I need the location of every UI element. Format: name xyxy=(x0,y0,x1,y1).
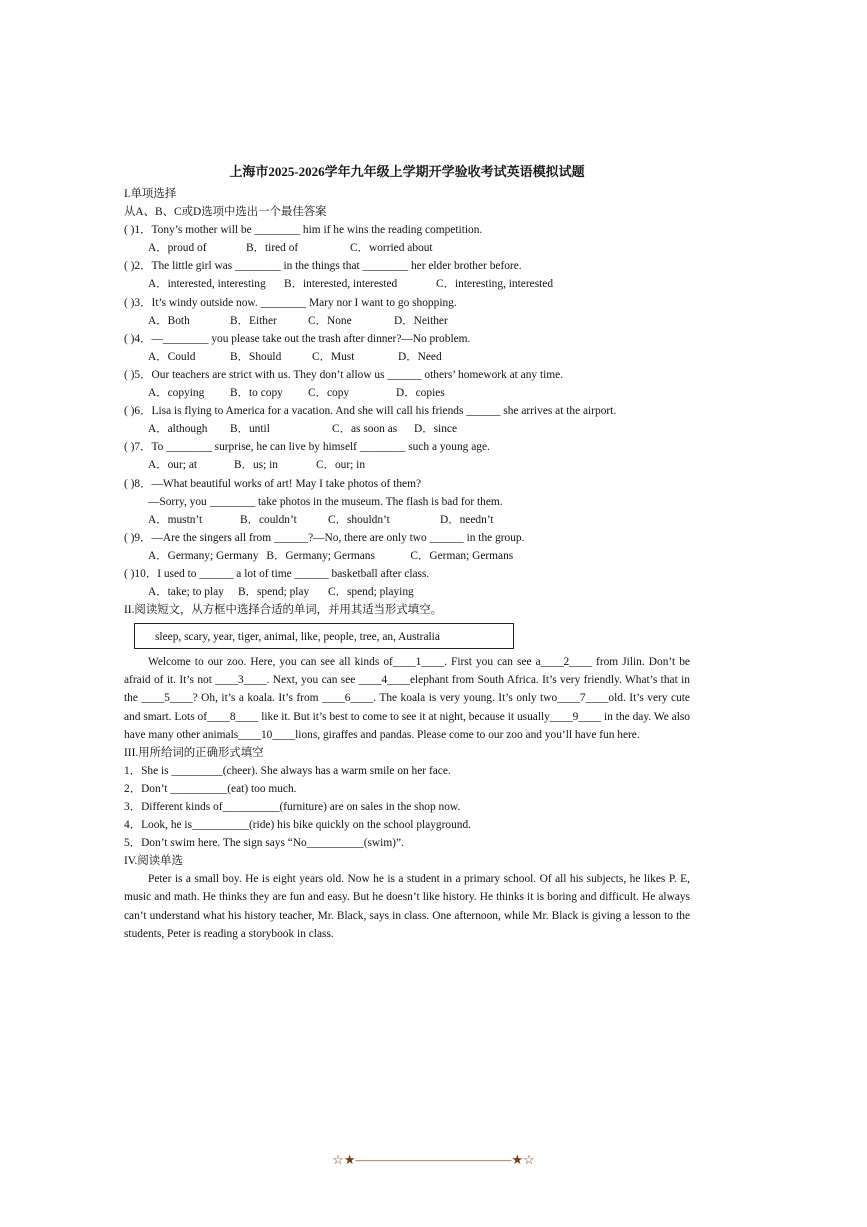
option: D．needn’t xyxy=(440,513,494,526)
question-options xyxy=(124,420,690,438)
option: A．take; to play xyxy=(148,586,224,599)
option: D．Neither xyxy=(394,314,448,327)
question-options xyxy=(124,312,690,330)
question-stem: ( )3．It’s windy outside now. ________ Mary nor I want to go shopping. xyxy=(124,296,457,309)
option: C．worried about xyxy=(350,242,433,255)
word-box: sleep, scary, year, tiger, animal, like, people, tree, an, Australia xyxy=(134,623,514,649)
question-stem: ( )7．To ________ surprise, he can live by himself ________ such a young age. xyxy=(124,441,490,454)
option: B．tired of xyxy=(246,242,299,255)
question-options xyxy=(124,547,690,565)
option: B．us; in xyxy=(234,459,278,472)
option: C．German; Germans xyxy=(410,549,514,562)
option: D．Need xyxy=(398,350,442,363)
fill-in-item: 3．Different kinds of__________(furniture) are on sales in the shop now. xyxy=(124,801,461,813)
section2-heading: II.阅读短文，从方框中选择合适的单词，并用其适当形式填空。 xyxy=(124,604,442,617)
exam-page xyxy=(124,163,690,943)
option: B．couldn’t xyxy=(240,513,297,526)
question-options xyxy=(124,456,690,474)
fill-in-item: 4．Look, he is__________(ride) his bike quickly on the school playground. xyxy=(124,819,472,832)
fill-in-item: 5．Don’t swim here. The sign says “No__________(swim)”. xyxy=(124,837,404,850)
option: B．interested, interested xyxy=(284,278,398,291)
cloze-passage-text: Welcome to our zoo. Here, you can see all kinds of____1____. First you can see a____2____ from Jilin. Don’t be afraid of it. It’s not ____3____. Next, you can see ____4____elephant from South Africa. It’s very friendly. What’s that in the ____5____? Oh, it’s a koala. It’s from ____6____. The koala is very young. It’s only two____7____old. It’s very cute and smart. Lots of____8____ like it. But it’s best to come to see it at night, because it usually____9____ in the day. We also have many other animals____10____lions, giraffes and pandas. Please come to our zoo and you’ll have fun here. xyxy=(124,656,690,741)
option: D．since xyxy=(414,423,458,436)
section1-instruction: 从A、B、C或D选项中选出一个最佳答案 xyxy=(124,206,327,219)
option: B．Germany; Germans xyxy=(266,549,375,562)
question-options xyxy=(124,583,690,601)
option: A．Both xyxy=(148,314,190,327)
question-stem: ( )6．Lisa is flying to America for a vacation. And she will call his friends ______ she arrives at the airport. xyxy=(124,405,617,418)
option: A．our; at xyxy=(148,459,198,472)
page-title: 上海市2025-2026学年九年级上学期开学验收考试英语模拟试题 xyxy=(229,164,585,179)
option: A．interested, interesting xyxy=(148,278,266,291)
question-options xyxy=(124,511,690,529)
option: B．Either xyxy=(230,314,277,327)
question-options xyxy=(124,384,690,402)
option: B．spend; play xyxy=(238,586,310,599)
fill-in-item: 2．Don’t __________(eat) too much. xyxy=(124,782,297,795)
option: A．Germany; Germany xyxy=(148,549,259,562)
option: A．Could xyxy=(148,350,196,363)
option: C．our; in xyxy=(316,459,366,472)
question-stem-continued: —Sorry, you ________ take photos in the museum. The flash is bad for them. xyxy=(148,495,503,508)
fill-in-item: 1．She is _________(cheer). She always has a warm smile on her face. xyxy=(124,764,451,777)
question-stem: ( )10．I used to ______ a lot of time ______ basketball after class. xyxy=(124,567,430,580)
option: C．shouldn’t xyxy=(328,513,390,526)
question-options xyxy=(124,348,690,366)
question-list xyxy=(124,221,690,601)
option: A．proud of xyxy=(148,242,207,255)
question-options xyxy=(124,275,690,293)
question-stem: ( )1．Tony’s mother will be ________ him if he wins the reading competition. xyxy=(124,224,483,237)
question-stem: ( )2．The little girl was ________ in the things that ________ her elder brother before. xyxy=(124,260,522,273)
option: A．mustn’t xyxy=(148,513,203,526)
question-stem: ( )5．Our teachers are strict with us. They don’t allow us ______ others’ homework at any time. xyxy=(124,368,564,381)
question-stem: ( )9．—Are the singers all from ______?—No, there are only two ______ in the group. xyxy=(124,531,525,544)
option: C．None xyxy=(308,314,352,327)
cloze-passage xyxy=(124,653,690,743)
section4-heading: IV.阅读单选 xyxy=(124,855,183,868)
section3-heading: III.用所给词的正确形式填空 xyxy=(124,746,264,759)
reading-passage xyxy=(124,870,690,942)
question-options xyxy=(124,239,690,257)
fill-in-list xyxy=(124,762,690,852)
question-stem: ( )4．—________ you please take out the trash after dinner?—No problem. xyxy=(124,332,471,345)
option: C．interesting, interested xyxy=(436,278,554,291)
option: B．to copy xyxy=(230,387,283,400)
footer-decoration: ☆★————————————★☆ xyxy=(332,1152,535,1167)
option: B．Should xyxy=(230,350,282,363)
option: B．until xyxy=(230,423,270,436)
section1-heading: I.单项选择 xyxy=(124,188,177,200)
option: D．copies xyxy=(396,387,445,400)
reading-passage-text: Peter is a small boy. He is eight years old. Now he is a student in a primary school. Of all his subjects, he likes P. E, music and math. He thinks they are fun and easy. But he doesn’t like history. He thinks it is boring and difficult. He always can’t understand what his history teacher, Mr. Black, says in class. One afternoon, while Mr. Black is giving a lesson to the students, Peter is reading a storybook in class. xyxy=(124,873,690,940)
option: C．Must xyxy=(312,350,355,363)
option: A．copying xyxy=(148,387,205,400)
question-stem: ( )8．—What beautiful works of art! May I take photos of them? xyxy=(124,477,422,490)
option: C．as soon as xyxy=(332,423,398,436)
option: C．spend; playing xyxy=(328,586,414,599)
option: A．although xyxy=(148,423,208,436)
option: C．copy xyxy=(308,387,350,400)
